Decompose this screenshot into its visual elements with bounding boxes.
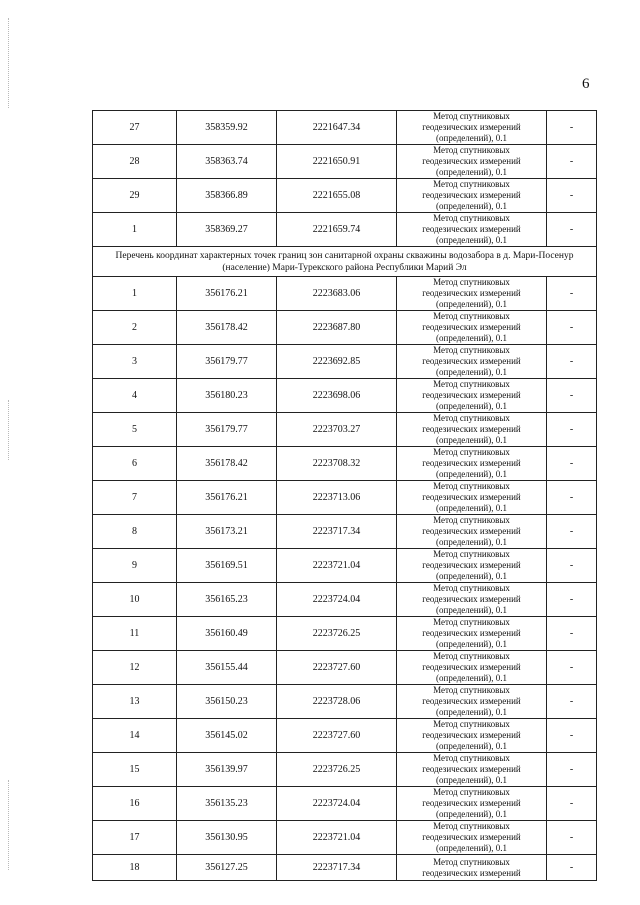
coordinates-table xyxy=(92,110,597,881)
y-coordinate-cell: 2223724.04 xyxy=(277,583,397,617)
coordinates-rows-before xyxy=(93,111,597,247)
method-cell xyxy=(397,345,547,379)
point-number-cell: 1 xyxy=(93,213,177,247)
y-coordinate-cell: 2223728.06 xyxy=(277,685,397,719)
method-cell xyxy=(397,719,547,753)
method-line: геодезических измерений xyxy=(422,696,521,706)
y-coordinate-cell: 2223726.25 xyxy=(277,753,397,787)
method-line: Метод спутниковых xyxy=(433,583,510,593)
dash-cell: - xyxy=(547,787,597,821)
point-number-cell: 13 xyxy=(93,685,177,719)
table-row xyxy=(93,379,597,413)
method-line: Метод спутниковых xyxy=(433,549,510,559)
dash-cell: - xyxy=(547,413,597,447)
y-coordinate-cell: 2223727.60 xyxy=(277,651,397,685)
y-coordinate-cell: 2223721.04 xyxy=(277,549,397,583)
method-cell xyxy=(397,821,547,855)
method-line: (определений), 0.1 xyxy=(436,809,507,819)
method-cell xyxy=(397,651,547,685)
x-coordinate-cell: 356180.23 xyxy=(177,379,277,413)
method-line: геодезических измерений xyxy=(422,156,521,166)
method-line: геодезических измерений xyxy=(422,560,521,570)
y-coordinate-cell: 2221659.74 xyxy=(277,213,397,247)
point-number-cell: 9 xyxy=(93,549,177,583)
method-cell xyxy=(397,753,547,787)
point-number-cell: 18 xyxy=(93,855,177,881)
method-line: Метод спутниковых xyxy=(433,447,510,457)
point-number-cell: 5 xyxy=(93,413,177,447)
method-line: геодезических измерений xyxy=(422,458,521,468)
method-line: геодезических измерений xyxy=(422,424,521,434)
method-line: Метод спутниковых xyxy=(433,651,510,661)
point-number-cell: 7 xyxy=(93,481,177,515)
dash-cell: - xyxy=(547,617,597,651)
method-cell xyxy=(397,145,547,179)
point-number-cell: 6 xyxy=(93,447,177,481)
x-coordinate-cell: 356165.23 xyxy=(177,583,277,617)
method-cell xyxy=(397,787,547,821)
method-line: геодезических измерений xyxy=(422,224,521,234)
dash-cell: - xyxy=(547,651,597,685)
method-line: (определений), 0.1 xyxy=(436,605,507,615)
x-coordinate-cell: 356169.51 xyxy=(177,549,277,583)
method-line: (определений), 0.1 xyxy=(436,133,507,143)
method-line: Метод спутниковых xyxy=(433,345,510,355)
table-row xyxy=(93,549,597,583)
method-cell xyxy=(397,277,547,311)
dash-cell: - xyxy=(547,583,597,617)
method-line: (определений), 0.1 xyxy=(436,401,507,411)
section-title xyxy=(93,247,597,277)
method-line: (определений), 0.1 xyxy=(436,707,507,717)
method-line: геодезических измерений xyxy=(422,868,521,878)
y-coordinate-cell: 2223683.06 xyxy=(277,277,397,311)
dash-cell: - xyxy=(547,311,597,345)
table-row xyxy=(93,447,597,481)
x-coordinate-cell: 356145.02 xyxy=(177,719,277,753)
method-line: (определений), 0.1 xyxy=(436,843,507,853)
table-row xyxy=(93,787,597,821)
method-cell xyxy=(397,447,547,481)
x-coordinate-cell: 358369.27 xyxy=(177,213,277,247)
method-cell xyxy=(397,379,547,413)
scan-margin-line-bottom xyxy=(8,780,9,870)
y-coordinate-cell: 2223713.06 xyxy=(277,481,397,515)
method-line: (определений), 0.1 xyxy=(436,537,507,547)
y-coordinate-cell: 2223703.27 xyxy=(277,413,397,447)
method-cell xyxy=(397,179,547,213)
x-coordinate-cell: 358363.74 xyxy=(177,145,277,179)
method-line: Метод спутниковых xyxy=(433,753,510,763)
y-coordinate-cell: 2223708.32 xyxy=(277,447,397,481)
method-line: Метод спутниковых xyxy=(433,213,510,223)
table-row xyxy=(93,213,597,247)
section-title-line-2: (население) Мари-Турекского района Республики Марий Эл xyxy=(222,262,467,273)
method-line: геодезических измерений xyxy=(422,594,521,604)
y-coordinate-cell: 2223717.34 xyxy=(277,515,397,549)
method-cell xyxy=(397,481,547,515)
table-row xyxy=(93,617,597,651)
x-coordinate-cell: 356160.49 xyxy=(177,617,277,651)
point-number-cell: 17 xyxy=(93,821,177,855)
dash-cell: - xyxy=(547,821,597,855)
point-number-cell: 2 xyxy=(93,311,177,345)
table-row xyxy=(93,413,597,447)
method-cell xyxy=(397,111,547,145)
method-line: (определений), 0.1 xyxy=(436,673,507,683)
method-line: Метод спутниковых xyxy=(433,685,510,695)
method-line: геодезических измерений xyxy=(422,662,521,672)
table-row xyxy=(93,145,597,179)
method-line: Метод спутниковых xyxy=(433,145,510,155)
point-number-cell: 8 xyxy=(93,515,177,549)
point-number-cell: 1 xyxy=(93,277,177,311)
dash-cell: - xyxy=(547,277,597,311)
method-cell xyxy=(397,213,547,247)
table-row xyxy=(93,651,597,685)
point-number-cell: 4 xyxy=(93,379,177,413)
method-line: Метод спутниковых xyxy=(433,821,510,831)
y-coordinate-cell: 2221655.08 xyxy=(277,179,397,213)
method-line: геодезических измерений xyxy=(422,492,521,502)
method-line: геодезических измерений xyxy=(422,122,521,132)
method-line: геодезических измерений xyxy=(422,356,521,366)
dash-cell: - xyxy=(547,179,597,213)
coordinates-rows-after xyxy=(93,277,597,881)
y-coordinate-cell: 2223724.04 xyxy=(277,787,397,821)
table-row xyxy=(93,515,597,549)
dash-cell: - xyxy=(547,111,597,145)
point-number-cell: 16 xyxy=(93,787,177,821)
section-title-row xyxy=(93,247,597,277)
method-line: (определений), 0.1 xyxy=(436,367,507,377)
y-coordinate-cell: 2223687.80 xyxy=(277,311,397,345)
table-row xyxy=(93,311,597,345)
section-header xyxy=(93,247,597,277)
table-row xyxy=(93,719,597,753)
method-line: Метод спутниковых xyxy=(433,481,510,491)
dash-cell: - xyxy=(547,515,597,549)
method-cell xyxy=(397,311,547,345)
method-line: (определений), 0.1 xyxy=(436,333,507,343)
dash-cell: - xyxy=(547,753,597,787)
x-coordinate-cell: 356173.21 xyxy=(177,515,277,549)
method-line: (определений), 0.1 xyxy=(436,435,507,445)
table-row xyxy=(93,821,597,855)
x-coordinate-cell: 358359.92 xyxy=(177,111,277,145)
dash-cell: - xyxy=(547,549,597,583)
method-line: Метод спутниковых xyxy=(433,111,510,121)
method-line: геодезических измерений xyxy=(422,322,521,332)
method-line: (определений), 0.1 xyxy=(436,639,507,649)
x-coordinate-cell: 356176.21 xyxy=(177,481,277,515)
table-row xyxy=(93,753,597,787)
y-coordinate-cell: 2221650.91 xyxy=(277,145,397,179)
method-line: (определений), 0.1 xyxy=(436,469,507,479)
method-line: геодезических измерений xyxy=(422,798,521,808)
method-line: Метод спутниковых xyxy=(433,857,510,867)
dash-cell: - xyxy=(547,379,597,413)
x-coordinate-cell: 358366.89 xyxy=(177,179,277,213)
method-cell xyxy=(397,617,547,651)
point-number-cell: 11 xyxy=(93,617,177,651)
x-coordinate-cell: 356176.21 xyxy=(177,277,277,311)
table-row xyxy=(93,277,597,311)
table-row xyxy=(93,685,597,719)
method-line: Метод спутниковых xyxy=(433,379,510,389)
method-line: (определений), 0.1 xyxy=(436,235,507,245)
x-coordinate-cell: 356179.77 xyxy=(177,345,277,379)
dash-cell: - xyxy=(547,481,597,515)
method-line: геодезических измерений xyxy=(422,526,521,536)
x-coordinate-cell: 356135.23 xyxy=(177,787,277,821)
method-line: Метод спутниковых xyxy=(433,179,510,189)
scan-margin-line-middle xyxy=(8,400,9,460)
method-line: (определений), 0.1 xyxy=(436,201,507,211)
table-row xyxy=(93,481,597,515)
point-number-cell: 10 xyxy=(93,583,177,617)
method-line: геодезических измерений xyxy=(422,190,521,200)
method-cell xyxy=(397,685,547,719)
y-coordinate-cell: 2223727.60 xyxy=(277,719,397,753)
dash-cell: - xyxy=(547,447,597,481)
y-coordinate-cell: 2223717.34 xyxy=(277,855,397,881)
method-line: (определений), 0.1 xyxy=(436,167,507,177)
x-coordinate-cell: 356130.95 xyxy=(177,821,277,855)
y-coordinate-cell: 2223692.85 xyxy=(277,345,397,379)
point-number-cell: 14 xyxy=(93,719,177,753)
dash-cell: - xyxy=(547,855,597,881)
method-line: Метод спутниковых xyxy=(433,617,510,627)
section-title-line-1: Перечень координат характерных точек границ зон санитарной охраны скважины водозабора в д. Мари-Посенур xyxy=(115,250,574,261)
y-coordinate-cell: 2223726.25 xyxy=(277,617,397,651)
x-coordinate-cell: 356178.42 xyxy=(177,447,277,481)
x-coordinate-cell: 356127.25 xyxy=(177,855,277,881)
method-line: Метод спутниковых xyxy=(433,277,510,287)
x-coordinate-cell: 356155.44 xyxy=(177,651,277,685)
point-number-cell: 12 xyxy=(93,651,177,685)
dash-cell: - xyxy=(547,145,597,179)
method-cell xyxy=(397,515,547,549)
dash-cell: - xyxy=(547,345,597,379)
method-line: Метод спутниковых xyxy=(433,413,510,423)
point-number-cell: 29 xyxy=(93,179,177,213)
method-cell xyxy=(397,413,547,447)
dash-cell: - xyxy=(547,685,597,719)
x-coordinate-cell: 356178.42 xyxy=(177,311,277,345)
method-line: геодезических измерений xyxy=(422,764,521,774)
dash-cell: - xyxy=(547,213,597,247)
y-coordinate-cell: 2223721.04 xyxy=(277,821,397,855)
x-coordinate-cell: 356139.97 xyxy=(177,753,277,787)
y-coordinate-cell: 2221647.34 xyxy=(277,111,397,145)
table-row xyxy=(93,583,597,617)
point-number-cell: 28 xyxy=(93,145,177,179)
point-number-cell: 15 xyxy=(93,753,177,787)
method-cell xyxy=(397,855,547,881)
method-line: геодезических измерений xyxy=(422,390,521,400)
table-row xyxy=(93,111,597,145)
scan-margin-line-top xyxy=(8,18,9,108)
y-coordinate-cell: 2223698.06 xyxy=(277,379,397,413)
point-number-cell: 27 xyxy=(93,111,177,145)
method-line: Метод спутниковых xyxy=(433,515,510,525)
method-line: (определений), 0.1 xyxy=(436,571,507,581)
method-line: (определений), 0.1 xyxy=(436,741,507,751)
table-row xyxy=(93,345,597,379)
dash-cell: - xyxy=(547,719,597,753)
table-row xyxy=(93,179,597,213)
point-number-cell: 3 xyxy=(93,345,177,379)
method-line: геодезических измерений xyxy=(422,288,521,298)
method-line: (определений), 0.1 xyxy=(436,299,507,309)
method-line: Метод спутниковых xyxy=(433,787,510,797)
method-line: (определений), 0.1 xyxy=(436,503,507,513)
method-line: геодезических измерений xyxy=(422,730,521,740)
method-cell xyxy=(397,583,547,617)
method-line: Метод спутниковых xyxy=(433,719,510,729)
method-line: Метод спутниковых xyxy=(433,311,510,321)
method-line: геодезических измерений xyxy=(422,628,521,638)
table-row xyxy=(93,855,597,881)
method-line: (определений), 0.1 xyxy=(436,775,507,785)
x-coordinate-cell: 356179.77 xyxy=(177,413,277,447)
page-number: 6 xyxy=(582,76,590,92)
method-cell xyxy=(397,549,547,583)
method-line: геодезических измерений xyxy=(422,832,521,842)
x-coordinate-cell: 356150.23 xyxy=(177,685,277,719)
